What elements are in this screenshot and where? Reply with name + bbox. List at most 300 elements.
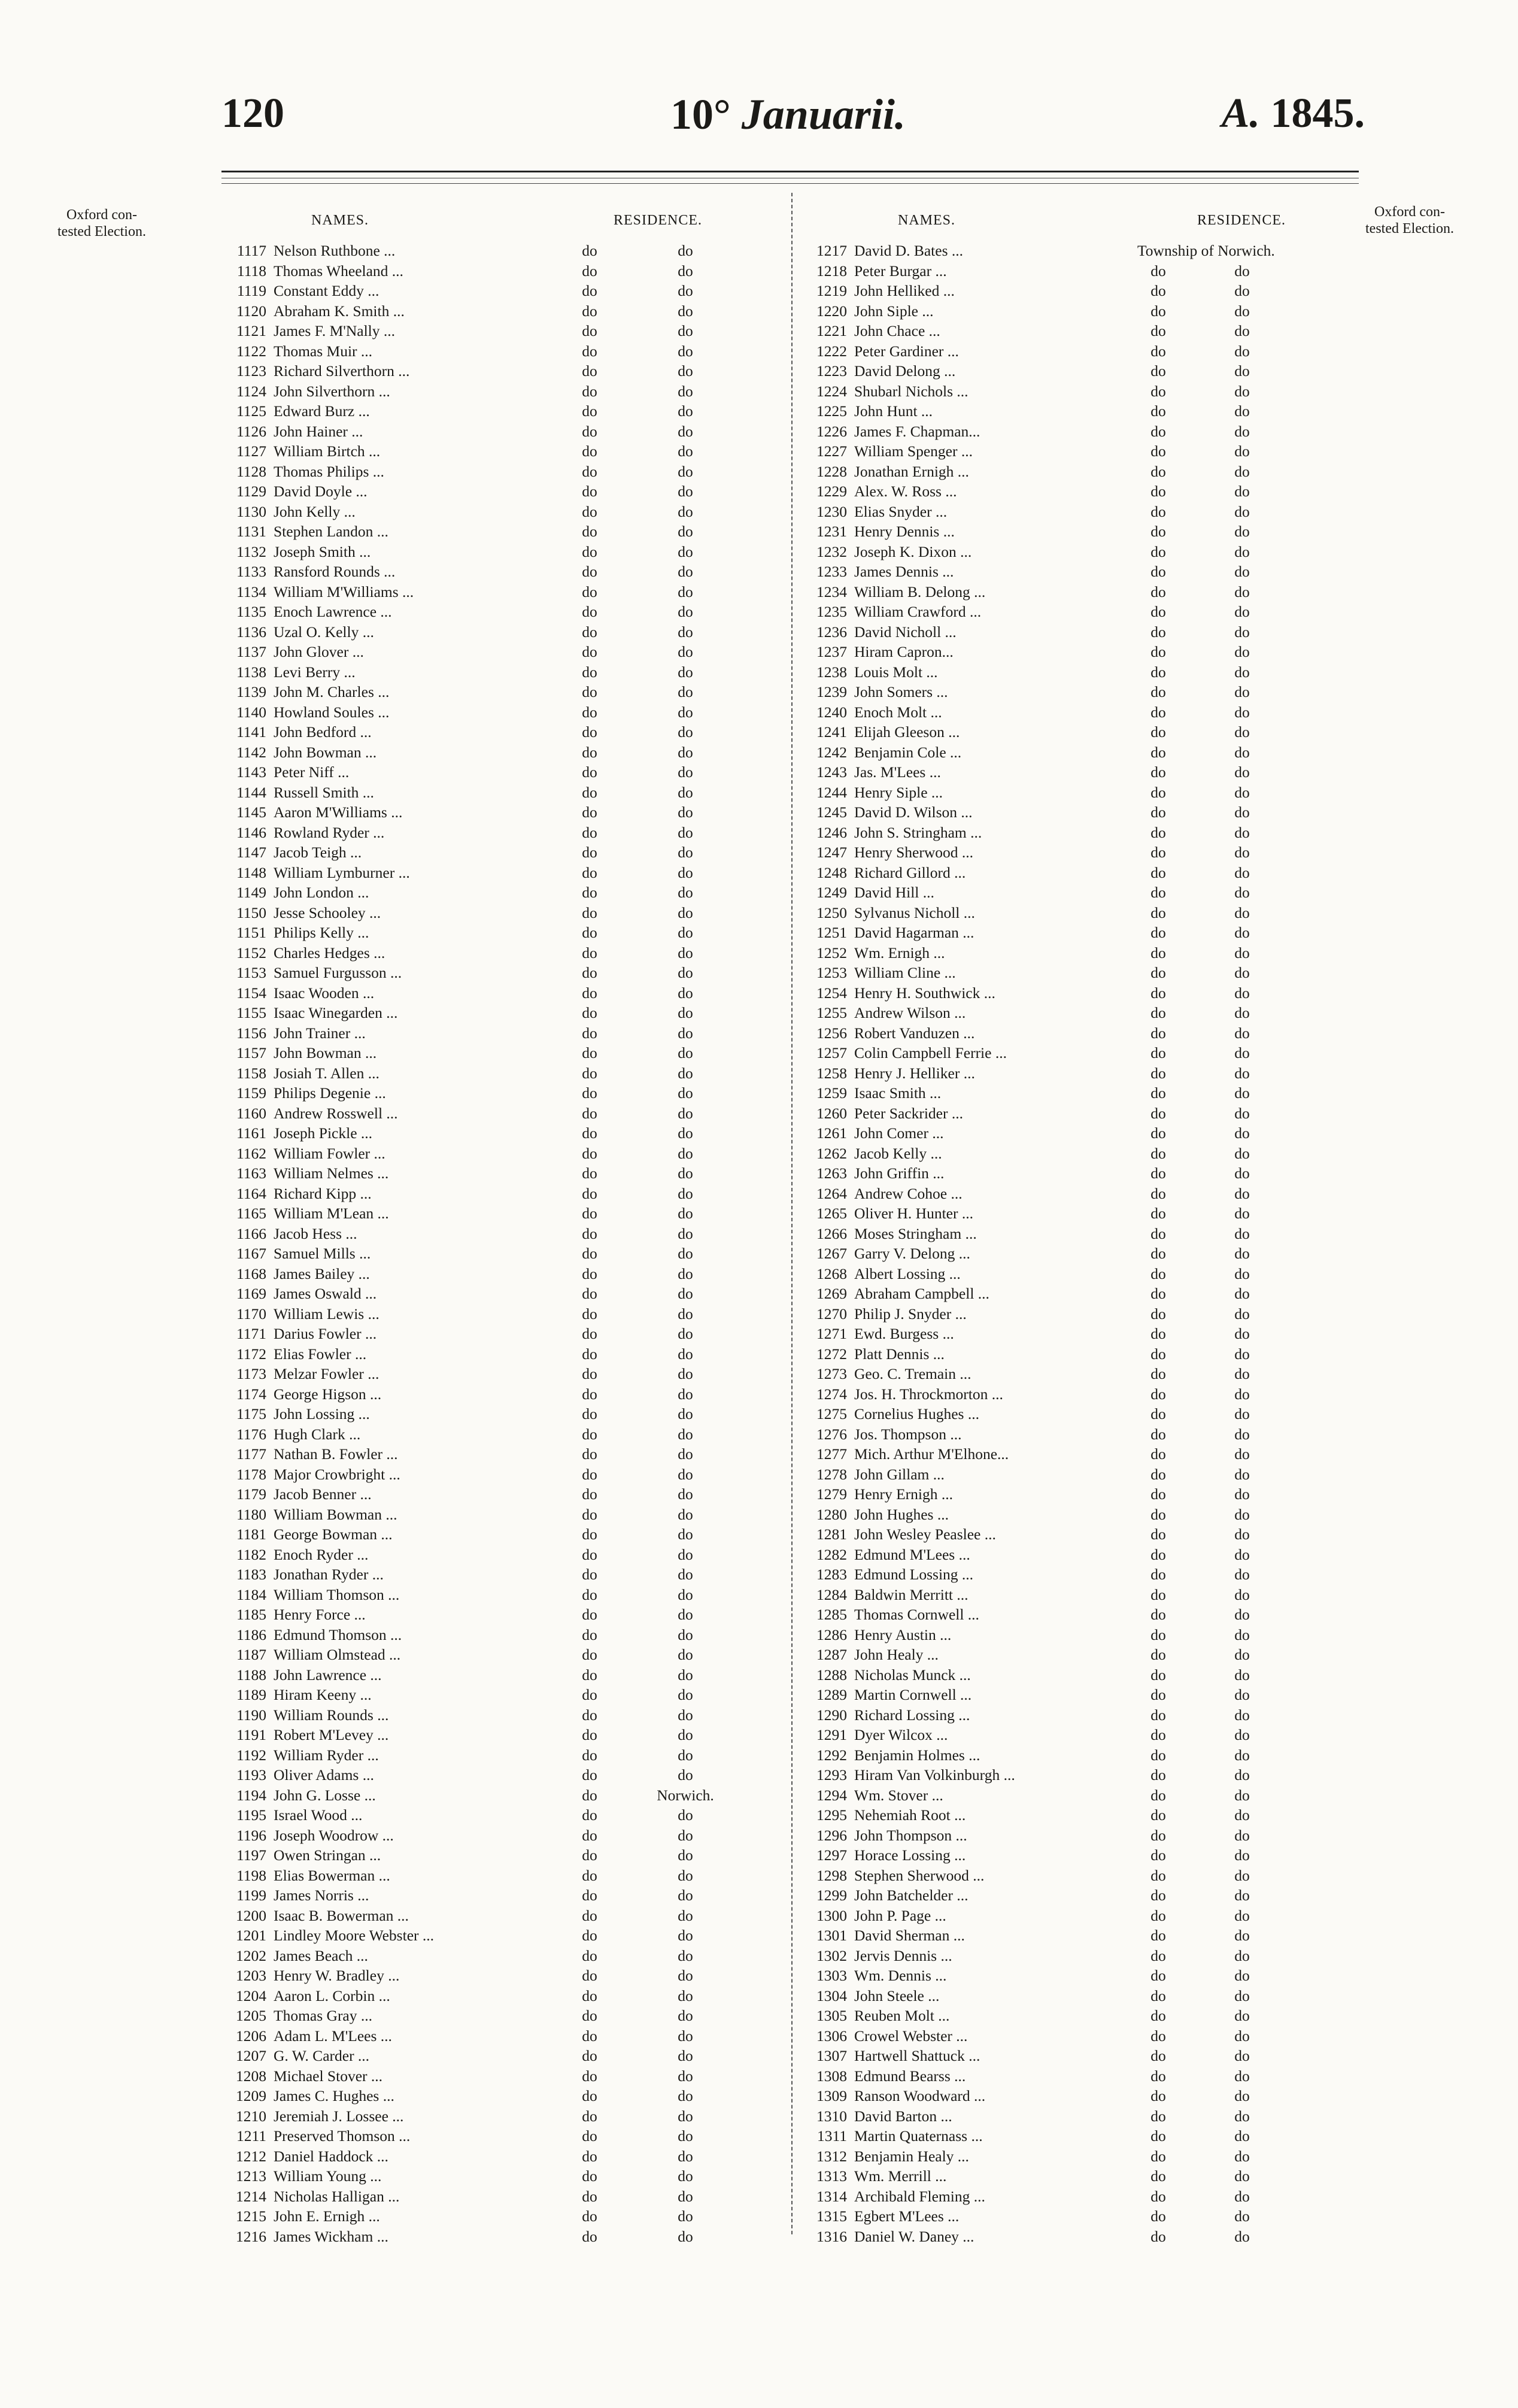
residence-col-2: do [1234,1625,1250,1643]
residence-col-2: do [1234,422,1250,440]
voter-name: John Steele ... [854,1987,940,2004]
residence-col-1: do [582,743,597,761]
residence-col-1: do [582,382,597,400]
voter-name: John Silverthorn ... [274,382,390,400]
voter-number: 1120 [236,302,266,320]
voter-name: Isaac Smith ... [854,1084,942,1102]
residence-col-1: do [582,1887,597,1904]
voter-name: George Bowman ... [274,1526,393,1543]
voter-row [799,2206,1338,2227]
voter-name: Joseph Pickle ... [274,1124,373,1142]
voter-number: 1232 [816,542,847,560]
residence-col-2: do [678,483,693,500]
residence-col-1: do [1150,2067,1166,2085]
voter-name: Philips Degenie ... [274,1084,386,1102]
residence-col-2: do [678,1445,693,1463]
voter-number: 1152 [236,944,266,962]
residence-col-2: do [678,442,693,460]
residence-col-2: do [678,743,693,761]
voter-number: 1305 [816,2007,847,2024]
residence-col-1: do [1150,2027,1166,2045]
voter-row [799,762,1338,783]
voter-name: John London ... [274,884,369,901]
voter-row [799,361,1338,381]
voter-row [799,1585,1338,1605]
residence-col-2: do [678,683,693,700]
voter-row [218,1765,769,1785]
residence-col-1: do [1150,1786,1166,1804]
residence-col-2: do [678,944,693,962]
year-prefix: A. [1221,90,1260,137]
residence-col-1: do [582,1044,597,1062]
residence-col-2: do [678,402,693,420]
voter-number: 1211 [236,2127,266,2145]
voter-number: 1201 [236,1927,266,1944]
residence-col-1: do [1150,1044,1166,1062]
voter-number: 1264 [816,1184,847,1202]
residence-col-2: do [1234,502,1250,520]
voter-number: 1185 [236,1606,266,1623]
residence-col-1: do [582,1927,597,1944]
voter-number: 1205 [236,2007,266,2024]
residence-col-1: do [582,1084,597,1102]
residence-col-1: do [582,1646,597,1663]
residence-col-2: do [1234,1245,1250,1262]
residence-col-2: do [678,763,693,781]
voter-row [799,1825,1338,1846]
voter-row [218,1605,769,1625]
voter-row [218,662,769,683]
residence-col-2: do [1234,1084,1250,1102]
voter-number: 1141 [236,723,266,741]
residence-col-2: do [1234,1345,1250,1363]
residence-col-1: do [582,1526,597,1543]
voter-row [799,943,1338,963]
residence-col-1: do [582,2087,597,2104]
residence-col-1: do [582,1365,597,1382]
residence-col-2: do [1234,1866,1250,1884]
residence-col-1: do [1150,803,1166,821]
voter-number: 1225 [816,402,847,420]
residence-col-2: do [678,1184,693,1202]
residence-col-1: do [582,1846,597,1864]
voter-number: 1294 [816,1786,847,1804]
residence-col-1: do [582,884,597,901]
voter-name: Horace Lossing ... [854,1846,966,1864]
residence-col-1: do [582,1184,597,1202]
residence-col-1: do [582,1405,597,1423]
residence-col-2: do [1234,964,1250,981]
voter-row [218,1364,769,1384]
voter-number: 1177 [236,1445,266,1463]
residence-col-1: do [1150,984,1166,1002]
voter-row [218,622,769,642]
voter-number: 1238 [816,663,847,681]
voter-number: 1280 [816,1505,847,1523]
residence-col-1: do [1150,442,1166,460]
residence-col-1: do [1150,583,1166,601]
voter-row [218,1144,769,1164]
voter-name: Levi Berry ... [274,663,356,681]
voter-number: 1239 [816,683,847,700]
voter-name: Peter Sackrider ... [854,1104,963,1122]
voter-name: Cornelius Hughes ... [854,1405,979,1423]
residence-col-1: do [582,523,597,540]
voter-number: 1118 [236,262,266,280]
page-year [1222,90,1365,138]
voter-row [799,1605,1338,1625]
voter-row [218,1685,769,1705]
voter-number: 1295 [816,1806,847,1824]
voter-number: 1199 [236,1887,266,1904]
voter-number: 1214 [236,2187,266,2205]
residence-col-2: do [1234,1485,1250,1503]
voter-row [218,642,769,662]
voter-name: James F. M'Nally ... [274,322,396,339]
voter-name: Thomas Gray ... [274,2007,373,2024]
residence-col-1: do [582,1164,597,1182]
voter-number: 1221 [816,322,847,339]
voter-name: John Bowman ... [274,743,377,761]
residence-col-1: do [582,2227,597,2245]
residence-col-2: do [678,1365,693,1382]
voter-name: Andrew Cohoe ... [854,1184,963,1202]
voter-name: Owen Stringan ... [274,1846,381,1864]
residence-col-2: do [1234,703,1250,721]
residence-col-1: do [1150,1726,1166,1743]
voter-number: 1251 [816,924,847,941]
voter-name: William Rounds ... [274,1706,389,1724]
voter-number: 1163 [236,1164,266,1182]
residence-col-1: do [1150,2047,1166,2064]
voter-number: 1242 [816,743,847,761]
voter-row [218,562,769,582]
voter-number: 1126 [236,422,266,440]
voter-row [799,1545,1338,1565]
residence-col-1: do [582,422,597,440]
residence-col-1: do [582,2027,597,2045]
voter-number: 1234 [816,583,847,601]
voter-number: 1124 [236,382,266,400]
residence-col-2: do [678,1224,693,1242]
voter-name: Peter Niff ... [274,763,350,781]
voter-row [799,1805,1338,1825]
residence-col-2: do [678,1325,693,1342]
residence-col-1: do [582,282,597,299]
residence-col-1: do [582,2047,597,2064]
voter-number: 1253 [816,964,847,981]
voter-number: 1160 [236,1104,266,1122]
voter-row [799,1244,1338,1264]
residence-col-2: do [678,603,693,620]
residence-col-1: do [582,1906,597,1924]
voter-name: Jonathan Ernigh ... [854,462,969,480]
voter-row [799,1123,1338,1144]
residence-col-1: do [582,803,597,821]
voter-number: 1121 [236,322,266,339]
voter-row [799,722,1338,742]
voter-row [799,1003,1338,1023]
residence-col-1: do [582,1345,597,1363]
voter-row [218,1244,769,1264]
residence-col-1: do [582,1124,597,1142]
residence-col-1: do [1150,1345,1166,1363]
voter-name: Isaac Wooden ... [274,984,375,1002]
residence-col-2: do [678,1345,693,1363]
voter-row [218,1003,769,1023]
voter-name: William M'Lean ... [274,1205,389,1222]
voter-row [218,1705,769,1725]
voter-name: Enoch Molt ... [854,703,942,721]
voter-name: Elias Fowler ... [274,1345,367,1363]
voter-number: 1154 [236,984,266,1002]
voter-number: 1140 [236,703,266,721]
residence-col-2: do [678,2127,693,2145]
residence-col-2: do [1234,763,1250,781]
residence-col-2: do [1234,2167,1250,2185]
residence-col-1: do [1150,2087,1166,2104]
voter-row [218,1224,769,1244]
residence-col-2: do [1234,1224,1250,1242]
voter-row [218,301,769,322]
voter-row [218,1464,769,1485]
voter-number: 1258 [816,1064,847,1082]
residence-col-2: do [678,1826,693,1844]
residence-col-2: do [1234,462,1250,480]
voter-number: 1175 [236,1405,266,1423]
residence-col-2: do [678,1526,693,1543]
voter-name: Nehemiah Root ... [854,1806,966,1824]
residence-col-2: do [678,322,693,339]
voter-name: John P. Page ... [854,1906,946,1924]
voter-name: David Hagarman ... [854,924,974,941]
voter-row [799,2186,1338,2207]
page-header [215,90,1365,144]
voter-row [218,2086,769,2106]
voter-name: Joseph Smith ... [274,542,371,560]
voter-row [218,1564,769,1585]
voter-number: 1231 [816,523,847,540]
voter-number: 1150 [236,903,266,921]
residence-col-1: do [582,402,597,420]
residence-col-2: do [1234,1786,1250,1804]
residence-col-2: do [1234,803,1250,821]
voter-name: Darius Fowler ... [274,1325,377,1342]
voter-number: 1167 [236,1245,266,1262]
voter-row [799,2086,1338,2106]
voter-row [799,1925,1338,1946]
residence-col-2: do [678,502,693,520]
voter-name: Samuel Mills ... [274,1245,371,1262]
residence-col-2: do [1234,643,1250,660]
residence-col-1: do [1150,1606,1166,1623]
voter-number: 1257 [816,1044,847,1062]
left-names-header: NAMES. [311,213,369,228]
voter-name: Jeremiah J. Lossee ... [274,2107,404,2125]
voter-number: 1196 [236,1826,266,1844]
residence-col-1: do [1150,523,1166,540]
residence-col-1: do [1150,783,1166,801]
residence-col-2: do [678,703,693,721]
residence-col-2: do [1234,2207,1250,2225]
voter-number: 1269 [816,1285,847,1302]
residence-col-2: do [678,542,693,560]
voter-row [799,1665,1338,1685]
voter-row [799,2006,1338,2026]
residence-col-1: do [1150,1927,1166,1944]
residence-col-2: do [678,1967,693,1984]
residence-col-2: do [678,623,693,641]
voter-number: 1165 [236,1205,266,1222]
residence-col-1: do [582,1786,597,1804]
voter-row [218,1023,769,1044]
left-residence-header: RESIDENCE. [614,213,702,228]
voter-row [799,1645,1338,1665]
voter-name: David D. Bates ... [854,242,964,259]
voter-name: Hugh Clark ... [274,1425,361,1443]
voter-row [799,562,1338,582]
residence-col-1: do [1150,1906,1166,1924]
voter-row [799,521,1338,542]
voter-row [218,1163,769,1184]
residence-col-1: do [582,2187,597,2205]
voter-number: 1137 [236,643,266,660]
residence-col-2: do [1234,1585,1250,1603]
voter-number: 1278 [816,1465,847,1483]
voter-number: 1142 [236,743,266,761]
residence-col-1: do [582,1866,597,1884]
residence-col-2: do [1234,1826,1250,1844]
voter-number: 1117 [236,242,266,259]
voter-name: Crowel Webster ... [854,2027,968,2045]
voter-row [799,983,1338,1003]
voter-number: 1187 [236,1646,266,1663]
residence-col-2: do [678,1205,693,1222]
residence-col-1: do [1150,1425,1166,1443]
residence-col-2: do [1234,903,1250,921]
voter-name: Philips Kelly ... [274,924,369,941]
voter-number: 1291 [816,1726,847,1743]
voter-number: 1129 [236,483,266,500]
residence-col-2: do [678,1164,693,1182]
voter-name: Sylvanus Nicholl ... [854,903,975,921]
residence-col-1: do [1150,402,1166,420]
voter-name: Michael Stover ... [274,2067,382,2085]
residence-col-2: do [1234,1205,1250,1222]
voter-row [799,421,1338,442]
voter-name: Joseph Woodrow ... [274,1826,394,1844]
voter-row [799,542,1338,562]
voter-name: Wm. Dennis ... [854,1967,947,1984]
voter-number: 1222 [816,342,847,360]
voter-number: 1215 [236,2207,266,2225]
voter-number: 1132 [236,542,266,560]
residence-col-2: do [1234,542,1250,560]
voter-row [799,241,1338,261]
residence-col-1: do [582,583,597,601]
voter-name: John E. Ernigh ... [274,2207,380,2225]
residence-col-2: do [678,1585,693,1603]
residence-col-2: do [1234,944,1250,962]
voter-name: Edmund Lossing ... [854,1566,974,1583]
voter-row [799,1765,1338,1785]
residence-col-2: do [1234,2087,1250,2104]
voter-row [799,863,1338,883]
residence-col-2: do [678,863,693,881]
residence-col-1: do [582,1606,597,1623]
residence-col-2: do [1234,1385,1250,1403]
voter-number: 1247 [816,844,847,861]
voter-name: Jos. H. Throckmorton ... [854,1385,1003,1403]
voter-name: Henry Dennis ... [854,523,955,540]
residence-col-2: do [678,242,693,259]
voter-name: John Hunt ... [854,402,933,420]
residence-col-2: do [1234,1104,1250,1122]
voter-number: 1135 [236,603,266,620]
residence-col-1: do [582,763,597,781]
voter-number: 1233 [816,563,847,580]
residence-col-2: do [678,1084,693,1102]
voter-row [799,1845,1338,1866]
voter-number: 1281 [816,1526,847,1543]
voter-row [218,1444,769,1464]
residence-col-2: do [1234,2127,1250,2145]
residence-col-2: do [1234,1987,1250,2004]
voter-number: 1180 [236,1505,266,1523]
voter-row [218,1404,769,1424]
residence-col-1: do [1150,723,1166,741]
voter-row [218,842,769,863]
voter-name: Richard Lossing ... [854,1706,970,1724]
voter-row [799,1966,1338,1986]
voter-row [218,1625,769,1645]
residence-col-1: do [1150,1746,1166,1764]
residence-col-1: do [1150,1224,1166,1242]
voter-row [218,321,769,341]
residence-col-2: do [1234,884,1250,901]
voter-number: 1262 [816,1144,847,1162]
voter-row [218,1083,769,1103]
voter-name: William M'Williams ... [274,583,414,601]
residence-col-1: do [582,1505,597,1523]
voter-number: 1139 [236,683,266,700]
residence-col-1: do [1150,2007,1166,2024]
voter-number: 1181 [236,1526,266,1543]
residence-col-1: do [1150,1846,1166,1864]
voter-name: John Wesley Peaslee ... [854,1526,996,1543]
residence-col-1: do [1150,262,1166,280]
residence-col-1: do [1150,1064,1166,1082]
voter-name: Andrew Wilson ... [854,1004,966,1021]
right-names-header: NAMES. [898,213,956,228]
residence-col-2: do [1234,1044,1250,1062]
voter-name: John Gillam ... [854,1465,945,1483]
voter-number: 1240 [816,703,847,721]
voter-number: 1288 [816,1666,847,1684]
residence-col-1: do [582,542,597,560]
voter-number: 1127 [236,442,266,460]
voter-name: Hiram Van Volkinburgh ... [854,1766,1015,1784]
voter-number: 1312 [816,2147,847,2165]
voter-name: William Olmstead ... [274,1646,401,1663]
residence-col-2: do [678,884,693,901]
residence-col-2: do [1234,1064,1250,1082]
voter-row [218,823,769,843]
voter-name: Louis Molt ... [854,663,938,681]
voter-name: Thomas Muir ... [274,342,373,360]
residence-col-2: do [678,1887,693,1904]
residence-col-1: do [582,703,597,721]
